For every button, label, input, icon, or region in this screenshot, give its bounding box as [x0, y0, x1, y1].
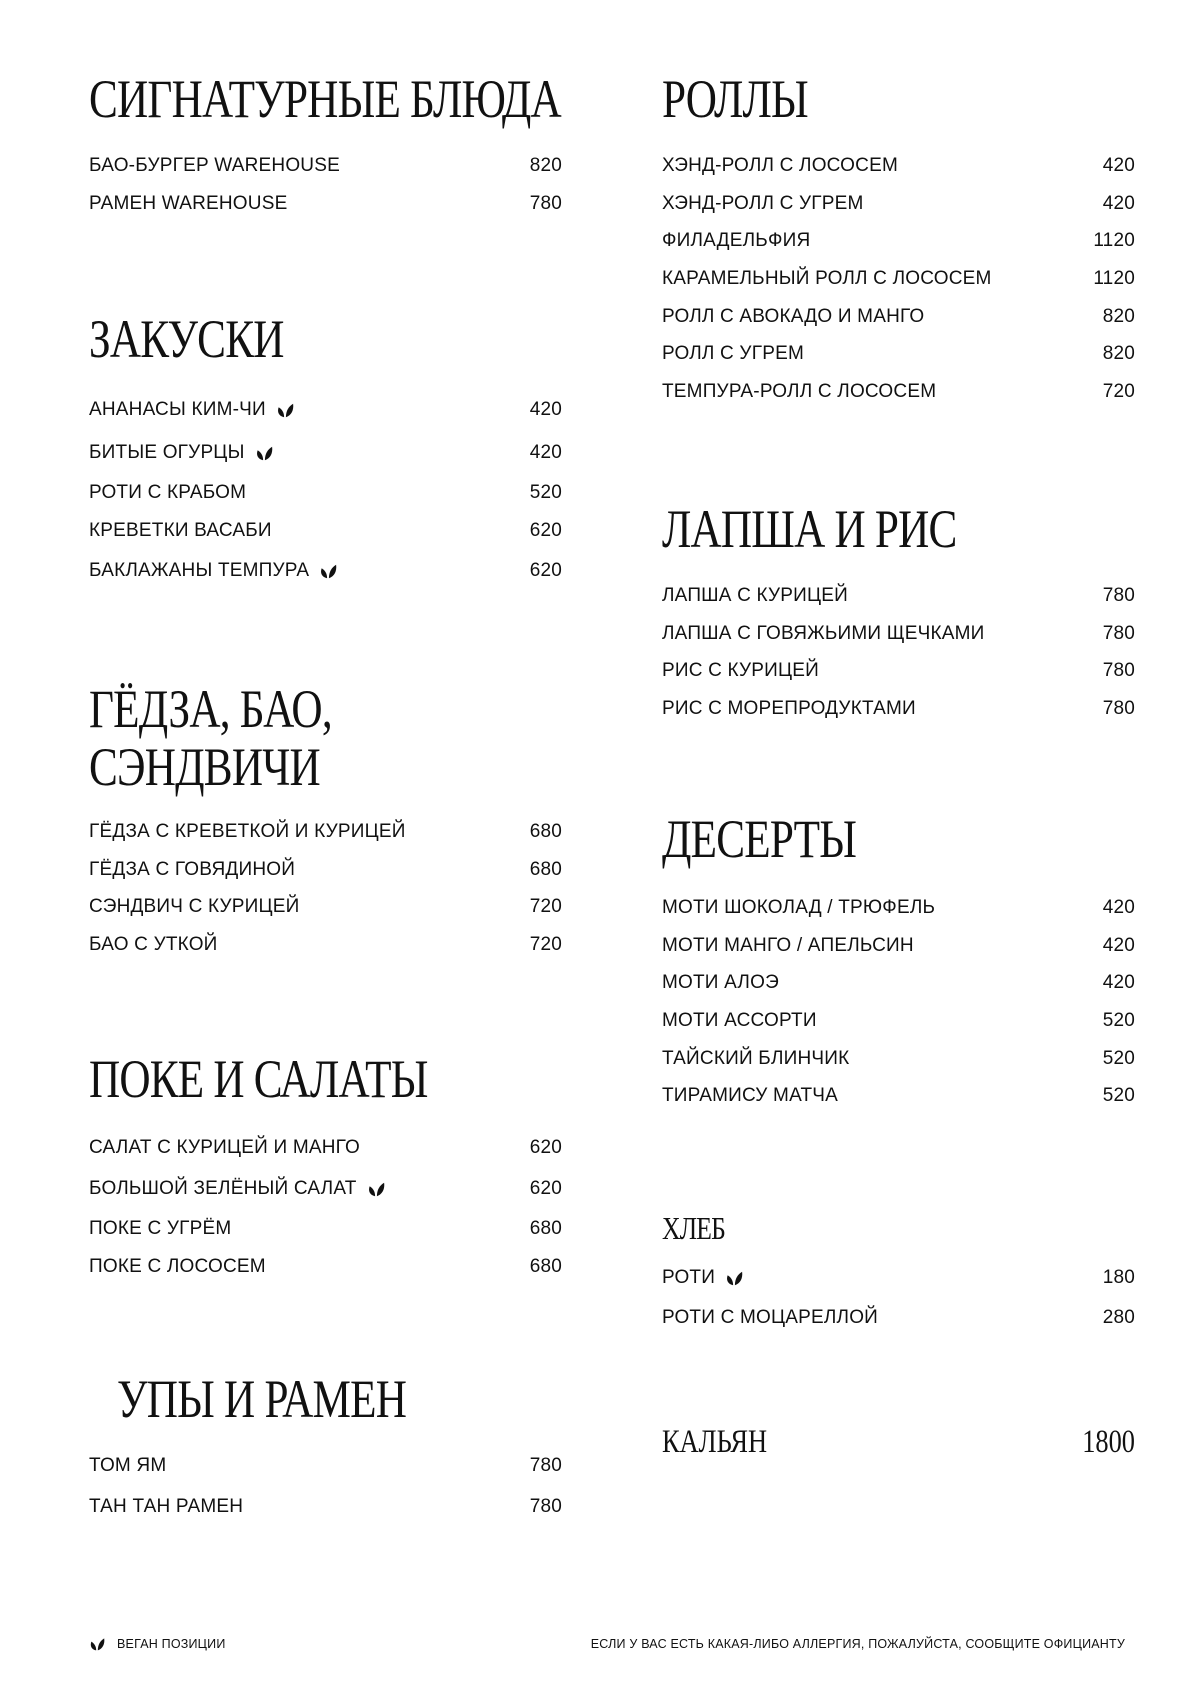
leaf-icon [276, 401, 294, 419]
section-poke-salads [89, 1049, 562, 1277]
menu-item [89, 398, 562, 422]
item-name [89, 1178, 385, 1200]
item-price: 680 [529, 821, 562, 842]
item-name [662, 155, 898, 177]
item-name [89, 934, 218, 956]
item-price: 680 [529, 1256, 562, 1277]
item-price: 820 [1102, 306, 1135, 327]
item-price: 520 [1102, 1048, 1135, 1069]
item-price: 780 [1102, 660, 1135, 681]
vegan-legend-text: ВЕГАН ПОЗИЦИИ [117, 1637, 226, 1651]
section-title-line: ПОКЕ И САЛАТЫ [89, 1049, 428, 1109]
leaf-icon [367, 1180, 385, 1198]
menu-item [662, 305, 1135, 329]
leaf-icon [725, 1269, 743, 1287]
item-name-text: БАО-БУРГЕР WAREHOUSE [89, 155, 340, 176]
item-name-text: ПОКЕ С ЛОСОСЕМ [89, 1256, 266, 1277]
menu-item [89, 559, 562, 583]
section-rolls [662, 69, 1135, 402]
item-price: 780 [529, 193, 562, 214]
item-price: 520 [1102, 1010, 1135, 1031]
item-name-text: ХЭНД-РОЛЛ С ЛОСОСЕМ [662, 155, 898, 176]
item-price: 420 [1102, 972, 1135, 993]
item-name-text: ЛАПША С КУРИЦЕЙ [662, 585, 849, 606]
item-name [89, 155, 340, 177]
item-name [662, 1048, 849, 1070]
section-title [662, 70, 1040, 128]
item-name [89, 1496, 243, 1518]
item-name-text: АНАНАСЫ КИМ-ЧИ [89, 399, 266, 420]
item-name-text: ПОКЕ С УГРЁМ [89, 1218, 232, 1239]
section-gyoza-bao-sandwiches [89, 679, 562, 955]
item-name [662, 972, 779, 994]
menu-item [662, 1266, 1135, 1290]
section-bread [662, 1210, 1135, 1328]
item-name-text: КАРАМЕЛЬНЫЙ РОЛЛ С ЛОСОСЕМ [662, 268, 992, 289]
item-price: 620 [529, 1178, 562, 1199]
menu-item [89, 820, 562, 844]
item-price: 420 [1102, 193, 1135, 214]
item-price: 420 [1102, 155, 1135, 176]
item-name [89, 1218, 231, 1240]
section-title-line: ЗАКУСКИ [89, 309, 284, 369]
menu-item [89, 519, 562, 543]
menu-item [89, 1255, 562, 1279]
item-price: 620 [529, 560, 562, 581]
menu-item [662, 622, 1135, 646]
menu-item [662, 229, 1135, 253]
menu-item [662, 1009, 1135, 1033]
item-name [662, 1010, 817, 1032]
footer [89, 1634, 1125, 1654]
menu-item [662, 1306, 1135, 1330]
menu-item [89, 858, 562, 882]
menu-item [89, 1454, 562, 1478]
section-title [662, 500, 1040, 558]
menu-item [89, 154, 562, 178]
menu-item [662, 380, 1135, 404]
item-name-text: РАМЕН WAREHOUSE [89, 193, 288, 214]
item-name-text: РОЛЛ С АВОКАДО И МАНГО [662, 306, 925, 327]
leaf-icon [319, 562, 337, 580]
item-name-text: ТОМ ЯМ [89, 1455, 167, 1476]
hookah-price: 1800 [1082, 1424, 1135, 1460]
item-name [662, 306, 924, 328]
section-title-line: УПЫ И РАМЕН [117, 1369, 407, 1429]
item-price: 680 [529, 1218, 562, 1239]
item-price: 1120 [1093, 230, 1135, 251]
item-name [662, 660, 819, 682]
item-name [89, 821, 406, 843]
item-price: 620 [529, 520, 562, 541]
hookah-row [662, 1424, 1135, 1460]
item-price: 1120 [1093, 268, 1135, 289]
item-name-text: МОТИ АЛОЭ [662, 972, 779, 993]
item-name-text: РОТИ [662, 1267, 716, 1288]
menu-item [662, 971, 1135, 995]
menu-item [662, 192, 1135, 216]
item-name-text: ЛАПША С ГОВЯЖЬИМИ ЩЕЧКАМИ [662, 623, 985, 644]
item-name [89, 1455, 166, 1477]
item-name [662, 230, 810, 252]
item-name [89, 482, 246, 504]
item-name-text: ТАЙСКИЙ БЛИНЧИК [662, 1048, 850, 1069]
menu-item [662, 934, 1135, 958]
section-desserts [662, 809, 1135, 1106]
item-price: 820 [1102, 343, 1135, 364]
item-price: 420 [1102, 897, 1135, 918]
item-price: 780 [529, 1455, 562, 1476]
section-snacks [89, 309, 562, 581]
item-name-text: РОТИ С КРАБОМ [89, 482, 247, 503]
leaf-icon [255, 444, 273, 462]
menu-item [89, 1217, 562, 1241]
section-title [662, 1210, 1040, 1246]
hookah-label: КАЛЬЯН [662, 1424, 768, 1460]
menu-item [662, 1084, 1135, 1108]
item-name [89, 859, 295, 881]
item-name [662, 698, 916, 720]
item-name [662, 193, 864, 215]
section-title-line: ХЛЕБ [662, 1210, 725, 1246]
section-title-line: ДЕСЕРТЫ [662, 809, 857, 869]
item-name-text: БАО С УТКОЙ [89, 934, 218, 955]
menu-item [662, 896, 1135, 920]
section-title-line: РОЛЛЫ [662, 69, 808, 129]
menu-item [89, 933, 562, 957]
menu-item [89, 1495, 562, 1519]
item-name-text: МОТИ ШОКОЛАД / ТРЮФЕЛЬ [662, 897, 936, 918]
section-title [89, 680, 467, 796]
item-name [89, 1256, 266, 1278]
menu-item [662, 342, 1135, 366]
allergy-note: ЕСЛИ У ВАС ЕСТЬ КАКАЯ-ЛИБО АЛЛЕРГИЯ, ПОЖАЛУЙСТА, СООБЩИТЕ ОФИЦИАНТУ [590, 1637, 1125, 1651]
item-name [89, 520, 272, 542]
item-price: 420 [529, 399, 562, 420]
item-price: 420 [529, 442, 562, 463]
item-name [89, 399, 294, 421]
item-name-text: ГЁДЗА С КРЕВЕТКОЙ И КУРИЦЕЙ [89, 821, 406, 842]
item-name [662, 1085, 838, 1107]
item-name-text: РОТИ С МОЦАРЕЛЛОЙ [662, 1307, 879, 1328]
menu-item [89, 481, 562, 505]
section-title-line: СЭНДВИЧИ [89, 737, 320, 797]
item-name-text: БАКЛАЖАНЫ ТЕМПУРА [89, 560, 310, 581]
item-name [662, 585, 848, 607]
section-noodles-rice [662, 499, 1135, 719]
item-name-text: МОТИ АССОРТИ [662, 1010, 817, 1031]
item-price: 780 [1102, 585, 1135, 606]
item-price: 180 [1102, 1267, 1135, 1288]
item-name-text: МОТИ МАНГО / АПЕЛЬСИН [662, 935, 914, 956]
item-price: 820 [529, 155, 562, 176]
item-price: 780 [529, 1496, 562, 1517]
section-title-line: ЛАПША И РИС [662, 499, 957, 559]
section-signature-dishes [89, 69, 562, 214]
menu-item [89, 441, 562, 465]
section-title [117, 1370, 473, 1428]
item-name [89, 193, 287, 215]
item-name [662, 1267, 743, 1289]
item-name-text: ТИРАМИСУ МАТЧА [662, 1085, 839, 1106]
menu-item [89, 192, 562, 216]
item-price: 420 [1102, 935, 1135, 956]
menu-item [662, 584, 1135, 608]
item-name-text: ХЭНД-РОЛЛ С УГРЕМ [662, 193, 864, 214]
item-name-text: САЛАТ С КУРИЦЕЙ И МАНГО [89, 1137, 361, 1158]
item-price: 720 [529, 934, 562, 955]
item-price: 520 [1102, 1085, 1135, 1106]
item-price: 620 [529, 1137, 562, 1158]
item-name [662, 343, 804, 365]
menu-item [662, 154, 1135, 178]
item-name [89, 560, 337, 582]
item-price: 280 [1102, 1307, 1135, 1328]
menu-item [662, 659, 1135, 683]
vegan-legend [89, 1636, 226, 1652]
item-name [89, 1137, 360, 1159]
item-name [89, 442, 273, 464]
item-name-text: ГЁДЗА С ГОВЯДИНОЙ [89, 859, 296, 880]
leaf-icon [89, 1636, 105, 1652]
item-name-text: ФИЛАДЕЛЬФИЯ [662, 230, 811, 251]
menu-item [662, 1047, 1135, 1071]
item-name-text: ТАН ТАН РАМЕН [89, 1496, 244, 1517]
menu-item [662, 697, 1135, 721]
menu-item [89, 895, 562, 919]
section-title [89, 69, 561, 129]
section-title [89, 310, 467, 368]
menu-item [662, 267, 1135, 291]
menu-item [89, 1177, 562, 1201]
item-price: 780 [1102, 698, 1135, 719]
item-price: 780 [1102, 623, 1135, 644]
item-name-text: РИС С МОРЕПРОДУКТАМИ [662, 698, 916, 719]
item-name-text: РИС С КУРИЦЕЙ [662, 660, 819, 681]
item-name [662, 381, 936, 403]
menu-item [89, 1136, 562, 1160]
item-name-text: РОЛЛ С УГРЕМ [662, 343, 804, 364]
item-name-text: СЭНДВИЧ С КУРИЦЕЙ [89, 896, 300, 917]
item-price: 720 [529, 896, 562, 917]
item-name [662, 935, 914, 957]
item-name [662, 623, 985, 645]
item-name [662, 268, 992, 290]
section-title-line: ГЁДЗА, БАО, [89, 679, 332, 739]
section-title [89, 1050, 467, 1108]
item-name [662, 897, 935, 919]
item-name [662, 1307, 878, 1329]
section-title [662, 810, 1040, 868]
item-name-text: БИТЫЕ ОГУРЦЫ [89, 442, 245, 463]
section-title-line: СИГНАТУРНЫЕ БЛЮДА [89, 69, 561, 129]
item-price: 680 [529, 859, 562, 880]
item-name-text: БОЛЬШОЙ ЗЕЛЁНЫЙ САЛАТ [89, 1178, 357, 1199]
item-price: 520 [529, 482, 562, 503]
item-name-text: ТЕМПУРА-РОЛЛ С ЛОСОСЕМ [662, 381, 937, 402]
section-soups-ramen [89, 1369, 562, 1517]
item-name-text: КРЕВЕТКИ ВАСАБИ [89, 520, 272, 541]
item-name [89, 896, 300, 918]
item-price: 720 [1102, 381, 1135, 402]
